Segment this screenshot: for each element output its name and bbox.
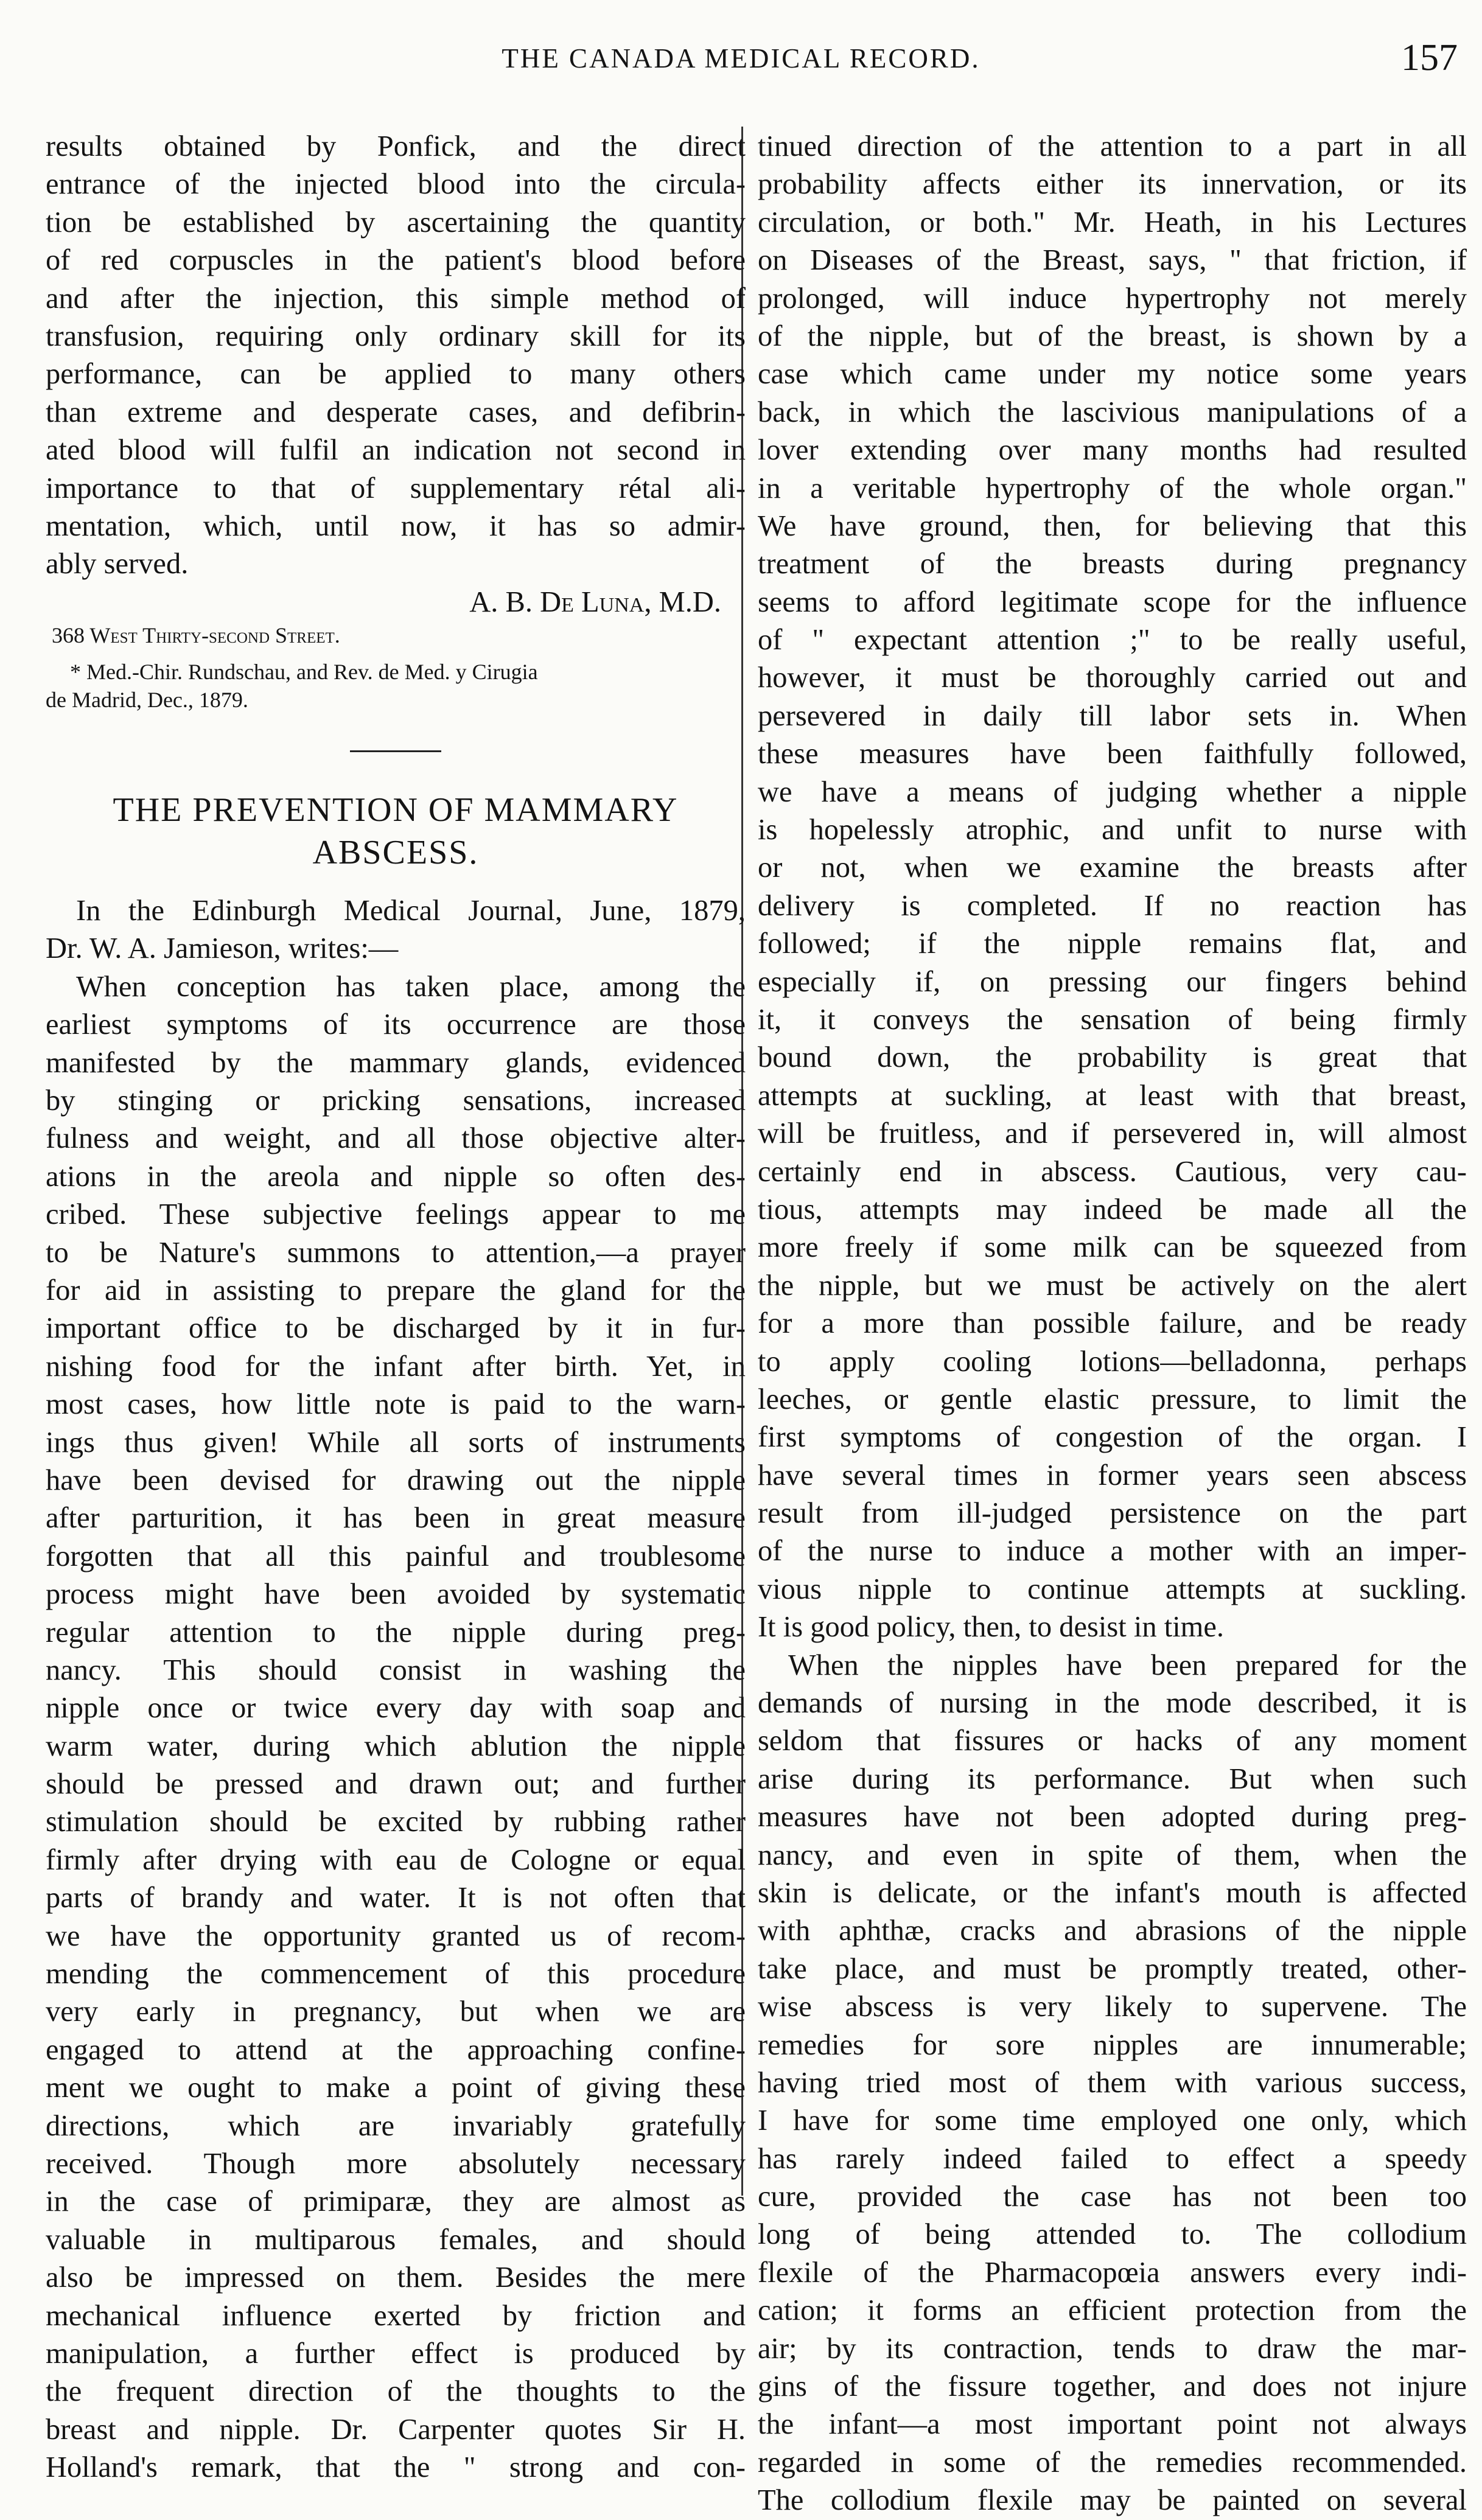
text-line: the infant—a most important point not always [758, 2408, 1467, 2441]
text-line: also be impressed on them. Besides the mere [46, 2261, 746, 2294]
text-line: cribed. These subjective feelings appear to me [46, 1198, 746, 1231]
text-line: these measures have been faithfully followed, [758, 738, 1467, 770]
text-line: than extreme and desperate cases, and defibrin- [46, 396, 746, 428]
author-signature: A. B. De Luna, M.D. [469, 585, 721, 618]
footnote-line: de Madrid, Dec., 1879. [46, 688, 248, 713]
footnote [46, 658, 746, 714]
text-line: and after the injection, this simple method of [46, 282, 746, 315]
text-line: The collodium flexile may be painted on several [758, 2484, 1467, 2517]
text-line: very early in pregnancy, but when we are [46, 1995, 746, 2028]
text-line: to be Nature's summons to attention,—a prayer [46, 1236, 746, 1269]
article-heading [46, 789, 746, 874]
text-line: forgotten that all this painful and troublesome [46, 1540, 746, 1572]
text-line: lover extending over many months had resulted [758, 434, 1467, 467]
text-line: have been devised for drawing out the nipple [46, 1464, 746, 1496]
text-line: parts of brandy and water. It is not often that [46, 1882, 746, 1914]
text-line: the nipple, but we must be actively on the alert [758, 1269, 1467, 1302]
text-line: earliest symptoms of its occurrence are those [46, 1008, 746, 1041]
text-line: we have a means of judging whether a nipple [758, 775, 1467, 808]
text-line: valuable in multiparous females, and should [46, 2223, 746, 2256]
text-line: leeches, or gentle elastic pressure, to limit the [758, 1383, 1467, 1415]
text-line: we have the opportunity granted us of recom- [46, 1919, 746, 1952]
right-column [758, 128, 1467, 2520]
text-line: engaged to attend at the approaching confine- [46, 2033, 746, 2066]
running-title: THE CANADA MEDICAL RECORD. [502, 43, 980, 74]
text-line: I have for some time employed one only, which [758, 2104, 1467, 2137]
text-line: nancy, and even in spite of them, when the [758, 1838, 1467, 1871]
text-line: entrance of the injected blood into the circula- [46, 168, 746, 201]
text-line: Holland's remark, that the " strong and con- [46, 2451, 746, 2484]
text-line: It is good policy, then, to desist in time. [758, 1611, 1225, 1644]
text-line: mechanical influence exerted by friction and [46, 2299, 746, 2332]
text-line: ations in the areola and nipple so often des- [46, 1160, 746, 1193]
text-line: transfusion, requiring only ordinary skill for its [46, 319, 746, 352]
text-line: nipple once or twice every day with soap and [46, 1692, 746, 1725]
text-line: however, it must be thoroughly carried out and [758, 661, 1467, 694]
text-line: delivery is completed. If no reaction has [758, 889, 1467, 922]
text-line: case which came under my notice some years [758, 358, 1467, 391]
text-line: more freely if some milk can be squeezed from [758, 1231, 1467, 1264]
text-line: nancy. This should consist in washing the [46, 1653, 746, 1686]
text-line: vious nipple to continue attempts at suckling. [758, 1572, 1467, 1605]
page-header [24, 37, 1458, 85]
text-line: nishing food for the infant after birth. Yet, in [46, 1350, 746, 1383]
text-line: tious, attempts may indeed be made all the [758, 1193, 1467, 1226]
text-line: mending the commencement of this procedure [46, 1958, 746, 1991]
text-line: of the nipple, but of the breast, is shown by a [758, 319, 1467, 352]
text-line: persevered in daily till labor sets in. When [758, 699, 1467, 732]
text-line: take place, and must be promptly treated, other- [758, 1952, 1467, 1985]
text-line: ably served. [46, 548, 189, 581]
text-line: Dr. W. A. Jamieson, writes:— [46, 932, 399, 965]
text-line: wise abscess is very likely to supervene. The [758, 1991, 1467, 2023]
text-line: will be fruitless, and if persevered in, will almost [758, 1117, 1467, 1150]
text-line: of the nurse to induce a mother with an imper- [758, 1535, 1467, 1568]
text-line: performance, can be applied to many others [46, 358, 746, 391]
footnote-line: * Med.-Chir. Rundschau, and Rev. de Med. y Cirugia [70, 660, 538, 685]
text-line: When the nipples have been prepared for the [788, 1649, 1467, 1681]
text-line: mentation, which, until now, it has so admir- [46, 509, 746, 542]
text-line: after parturition, it has been in great measure [46, 1502, 746, 1535]
text-line: ings thus given! While all sorts of instruments [46, 1426, 746, 1459]
text-line: remedies for sore nipples are innumerable; [758, 2028, 1467, 2061]
text-line: long of being attended to. The collodium [758, 2218, 1467, 2251]
text-line: ated blood will fulfil an indication not second in [46, 434, 746, 467]
text-line: for a more than possible failure, and be ready [758, 1307, 1467, 1340]
text-line: results obtained by Ponfick, and the direct [46, 130, 746, 162]
text-line: ment we ought to make a point of giving these [46, 2071, 746, 2104]
text-line: circulation, or both." Mr. Heath, in his Lectures [758, 206, 1467, 239]
section-divider [350, 750, 441, 752]
intro-paragraph [46, 128, 746, 584]
text-line: especially if, on pressing our fingers behind [758, 965, 1467, 998]
text-line: air; by its contraction, tends to draw the mar- [758, 2332, 1467, 2365]
text-line: or not, when we examine the breasts after [758, 851, 1467, 884]
text-line: of red corpuscles in the patient's blood before [46, 244, 746, 277]
text-line: cure, provided the case has not been too [758, 2180, 1467, 2213]
text-line: process might have been avoided by systematic [46, 1578, 746, 1611]
text-line: bound down, the probability is great that [758, 1041, 1467, 1074]
text-line: importance to that of supplementary rétal ali- [46, 472, 746, 504]
text-line: firmly after drying with eau de Cologne or equal [46, 1843, 746, 1876]
text-line: with aphthæ, cracks and abrasions of the nipple [758, 1914, 1467, 1947]
text-line: of " expectant attention ;" to be really useful, [758, 624, 1467, 657]
text-line: attempts at suckling, at least with that breast, [758, 1079, 1467, 1112]
body-paragraph [46, 968, 746, 2487]
text-line: seldom that fissures or hacks of any moment [758, 1725, 1467, 1757]
text-line: followed; if the nipple remains flat, and [758, 927, 1467, 960]
text-line: first symptoms of congestion of the organ. I [758, 1421, 1467, 1454]
text-line: We have ground, then, for believing that this [758, 509, 1467, 542]
text-line: skin is delicate, or the infant's mouth is affected [758, 1876, 1467, 1909]
text-line: for aid in assisting to prepare the gland for the [46, 1274, 746, 1307]
text-line: back, in which the lascivious manipulations of a [758, 396, 1467, 428]
heading-line: THE PREVENTION OF MAMMARY [113, 791, 679, 829]
text-line: on Diseases of the Breast, says, " that friction, if [758, 244, 1467, 277]
right-column-text [758, 128, 1467, 2520]
text-line: flexile of the Pharmacopœia answers every indi- [758, 2256, 1467, 2289]
source-paragraph [46, 892, 746, 968]
text-line: breast and nipple. Dr. Carpenter quotes Sir H. [46, 2413, 746, 2446]
text-line: tinued direction of the attention to a part in all [758, 130, 1467, 162]
text-line: In the Edinburgh Medical Journal, June, 1879, [76, 895, 746, 927]
text-line: measures have not been adopted during preg- [758, 1801, 1467, 1834]
text-line: demands of nursing in the mode described, it is [758, 1687, 1467, 1720]
text-line: important office to be discharged by it in fur- [46, 1312, 746, 1345]
text-line: result from ill-judged persistence on the part [758, 1497, 1467, 1530]
text-line: cation; it forms an efficient protection from the [758, 2294, 1467, 2327]
text-line: has rarely indeed failed to effect a speedy [758, 2142, 1467, 2175]
text-line: having tried most of them with various success, [758, 2066, 1467, 2099]
heading-line: ABSCESS. [312, 834, 479, 872]
author-address: 368 West Thirty-second Street. [52, 623, 340, 648]
text-line: regarded in some of the remedies recommended. [758, 2446, 1467, 2479]
text-line: certainly end in abscess. Cautious, very cau- [758, 1155, 1467, 1188]
text-line: tion be established by ascertaining the quantity [46, 206, 746, 239]
text-line: have several times in former years seen abscess [758, 1459, 1467, 1492]
text-line: regular attention to the nipple during preg- [46, 1616, 746, 1649]
left-column [46, 128, 746, 2487]
text-line: it, it conveys the sensation of being firmly [758, 1003, 1467, 1036]
text-line: gins of the fissure together, and does not injure [758, 2370, 1467, 2403]
text-line: is hopelessly atrophic, and unfit to nurse with [758, 814, 1467, 846]
text-line: in a veritable hypertrophy of the whole organ." [758, 472, 1467, 504]
page-number: 157 [1401, 37, 1458, 79]
text-line: probability affects either its innervation, or its [758, 168, 1467, 201]
text-line: treatment of the breasts during pregnancy [758, 548, 1467, 581]
text-line: directions, which are invariably gratefully [46, 2109, 746, 2142]
text-line: seems to afford legitimate scope for the influence [758, 585, 1467, 618]
text-line: fulness and weight, and all those objective alter- [46, 1122, 746, 1155]
text-line: the frequent direction of the thoughts to the [46, 2375, 746, 2408]
text-line: warm water, during which ablution the nipple [46, 1729, 746, 1762]
text-line: should be pressed and drawn out; and further [46, 1768, 746, 1801]
text-line: arise during its performance. But when such [758, 1762, 1467, 1795]
text-line: stimulation should be excited by rubbing rather [46, 1806, 746, 1838]
text-line: prolonged, will induce hypertrophy not merely [758, 282, 1467, 315]
text-line: received. Though more absolutely necessary [46, 2147, 746, 2180]
text-line: most cases, how little note is paid to the warn- [46, 1388, 746, 1421]
text-line: When conception has taken place, among the [76, 970, 746, 1003]
text-line: by stinging or pricking sensations, increased [46, 1084, 746, 1117]
text-line: manifested by the mammary glands, evidenced [46, 1046, 746, 1079]
text-line: in the case of primiparæ, they are almost as [46, 2185, 746, 2218]
text-line: manipulation, a further effect is produced by [46, 2337, 746, 2370]
text-line: to apply cooling lotions—belladonna, perhaps [758, 1345, 1467, 1378]
